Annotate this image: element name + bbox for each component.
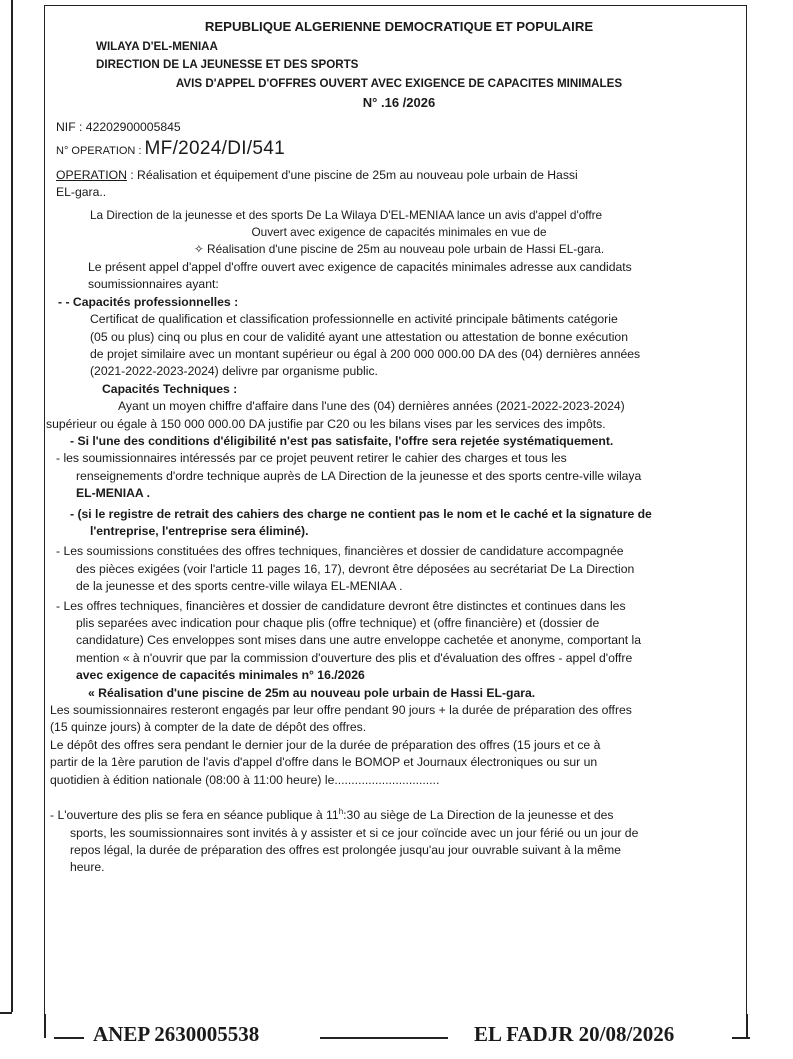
soumission-line-1: - Les soumissions constituées des offres techniques, financières et dossier de candidature accompagnée	[56, 544, 624, 559]
avis-number: N° .16 /2026	[362, 94, 436, 110]
footer-rule-left	[54, 1037, 84, 1039]
operation-number-label: N° OPERATION :	[56, 145, 145, 158]
registre-line-1: - (si le registre de retrait des cahiers des charge ne contient pas le nom et le caché et la signature de	[70, 506, 652, 521]
ouverture-line-2: sports, les soumissionnaires sont invités à y assister et si ce jour coïncide avec un jour férié ou un jour de	[70, 825, 639, 840]
retirer-line-3: EL-MENIAA .	[76, 486, 151, 501]
operation-label: OPERATION	[56, 167, 127, 182]
ouverture-line-4: heure.	[70, 860, 105, 875]
cap-pro-line-1: Certificat de qualification et classification professionnelle en activité principale bâtiments catégorie	[90, 312, 618, 327]
soumission-line-2: des pièces exigées (voir l'article 11 pages 16, 17), devront être déposées au secrétariat De La Direction	[76, 561, 635, 576]
nif-line: NIF : 42202900005845	[56, 120, 181, 135]
operation-text: : Réalisation et équipement d'une piscine de 25m au nouveau pole urbain de Hassi	[126, 167, 578, 182]
cap-tech-line-2: supérieur ou égale à 150 000 000.00 DA justifie par C20 ou les bilans vises par les services des impôts.	[46, 416, 606, 431]
republic-title: REPUBLIQUE ALGERIENNE DEMOCRATIQUE ET POPULAIRE	[204, 19, 594, 34]
left-margin-line	[11, 0, 13, 1012]
operation-number: MF/2024/DI/541	[144, 138, 285, 160]
intro-line-1: La Direction de la jeunesse et des sports De La Wilaya D'EL-MENIAA lance un avis d'appel d'offre	[90, 207, 603, 222]
direction-line: DIRECTION DE LA JEUNESSE ET DES SPORTS	[96, 57, 359, 71]
cap-tech-line-1: Ayant un moyen chiffre d'affaire dans l'une des (04) dernières années (2021-2022-2023-2024)	[118, 399, 625, 414]
intro-line-3: ✧ Réalisation d'une piscine de 25m au nouveau pole urbain de Hassi EL-gara.	[193, 242, 605, 257]
avis-title: AVIS D'APPEL D'OFFRES OUVERT AVEC EXIGENCE DE CAPACITES MINIMALES	[175, 77, 623, 91]
engages-line-2: (15 quinze jours) à compter de la date de dépôt des offres.	[50, 720, 367, 735]
cap-pro-line-4: (2021-2022-2023-2024) delivre par organisme public.	[90, 364, 378, 379]
intro-line-2: Ouvert avec exigence de capacités minimales en vue de	[251, 225, 547, 240]
offres-line-4: mention « à n'ouvrir que par la commission d'ouverture des plis et d'évaluation des offres - appel d'offre	[76, 650, 633, 665]
offres-line-5: avec exigence de capacités minimales n° 16./2026	[76, 668, 365, 683]
wilaya-line: WILAYA D'EL-MENIAA	[96, 40, 218, 54]
engages-line-1: Les soumissionnaires resteront engagés par leur offre pendant 90 jours + la durée de préparation des offres	[50, 703, 632, 718]
document-body	[46, 16, 742, 877]
ouverture-sup: h	[338, 807, 344, 817]
journal-reference: EL FADJR 20/08/2026	[474, 1022, 675, 1046]
footer-corner-right	[746, 1014, 748, 1038]
registre-line-2: l'entreprise, l'entreprise sera éliminé).	[90, 523, 309, 538]
depot-line-2: partir de la 1ère parution de l'avis d'appel d'offre dans le BOMOP et Journaux électroniques ou sur un	[50, 755, 598, 770]
operation-line-2: EL-gara..	[56, 185, 107, 200]
offres-line-1: - Les offres techniques, financières et dossier de candidature devront être distinctes et continues dans les	[56, 598, 626, 613]
cap-tech-title: Capacités Techniques :	[102, 381, 238, 396]
retirer-line-1: - les soumissionnaires intéressés par ce projet peuvent retirer le cahier des charges et tous les	[56, 451, 567, 466]
operation-line	[56, 167, 742, 184]
offres-line-3: candidature) Ces enveloppes sont mises dans une autre enveloppe cachetée et anonyme, comportant la	[76, 633, 642, 648]
ouverture-text-b: :30 au siège de La Direction de la jeunesse et des	[343, 808, 614, 823]
offres-line-6: « Réalisation d'une piscine de 25m au nouveau pole urbain de Hassi EL-gara.	[88, 685, 536, 700]
present-line-2: soumissionnaires ayant:	[88, 277, 219, 292]
present-line-1: Le présent appel d'appel d'offre ouvert avec exigence de capacités minimales adresse aux candidats	[88, 259, 632, 274]
footer-corner-left	[44, 1014, 46, 1038]
depot-line-1: Le dépôt des offres sera pendant le dernier jour de la durée de préparation des offres (15 jours et ce à	[50, 737, 601, 752]
ouverture-text-a: - L'ouverture des plis se fera en séance publique à 11	[50, 808, 339, 823]
footer	[0, 1022, 793, 1052]
ouverture-line-1	[50, 803, 742, 824]
condition-line: - Si l'une des conditions d'éligibilité n'est pas satisfaite, l'offre sera rejetée systématiquement.	[70, 433, 614, 448]
cap-pro-line-2: (05 ou plus) cinq ou plus en cour de validité ayant une attestation ou attestation de bonne exécution	[90, 329, 628, 344]
anep-reference: ANEP 2630005538	[93, 1022, 260, 1046]
retirer-line-2: renseignements d'ordre technique auprès de LA Direction de la jeunesse et des sports centre-ville wilaya	[76, 468, 642, 483]
cap-pro-line-3: de projet similaire avec un montant supérieur ou égal à 200 000 000.00 DA des (04) dernières années	[90, 346, 641, 361]
offres-line-2: plis separées avec indication pour chaque plis (offre technique) et (offre financière) et (dossier de	[76, 616, 600, 630]
left-margin-line-bottom	[0, 1012, 12, 1014]
footer-rule-middle	[320, 1037, 448, 1039]
cap-pro-title: - - Capacités professionnelles :	[58, 294, 239, 309]
ouverture-line-3: repos légal, la durée de préparation des offres est prolongée jusqu'au jour ouvrable suivant à la même	[70, 842, 621, 857]
soumission-line-3: de la jeunesse et des sports centre-ville wilaya EL-MENIAA .	[76, 579, 403, 594]
depot-line-3: quotidien à édition nationale (08:00 à 11:00 heure) le...............................	[50, 772, 440, 787]
operation-number-line	[56, 140, 742, 160]
